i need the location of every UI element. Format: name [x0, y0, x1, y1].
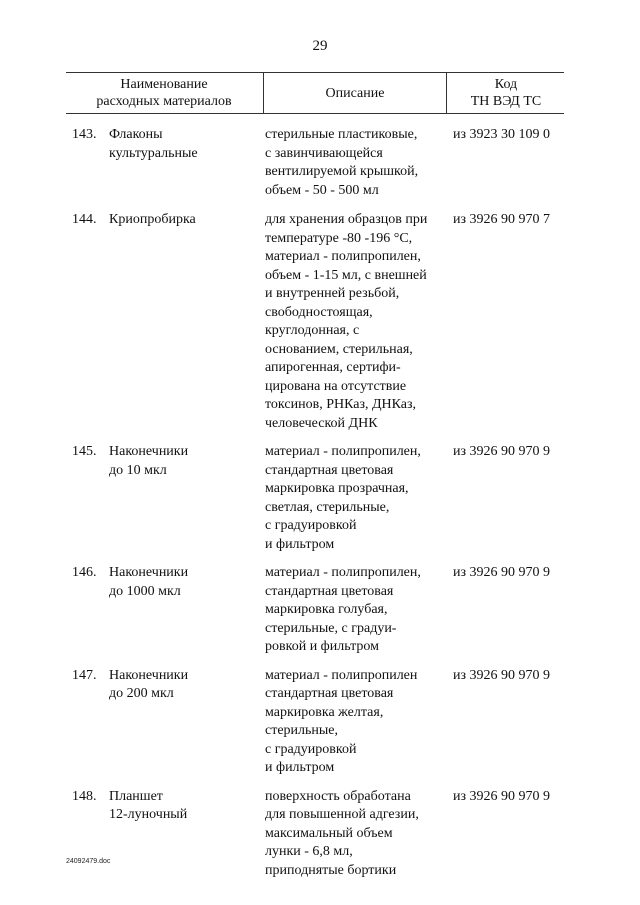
- table-row: [0, 667, 640, 778]
- row-name: Наконечники до 1000 мкл: [109, 565, 189, 599]
- table-body: [0, 126, 640, 880]
- row-code: из 3923 30 109 0: [453, 127, 551, 142]
- table-header: [66, 72, 564, 114]
- table-row: [0, 211, 640, 433]
- header-description-column: [263, 73, 446, 113]
- row-description: для хранения образцов при температуре -80 -196 °С, материал - полипропилен, объем - 1-15 мл, с внешней и внутренней резьбой, свободностоящая, круглодонная, с основанием, стерильная, апирогенная, сертифи- цирована на отсутствие токсинов, РНКаз, ДНКаз, человеческой ДНК: [265, 212, 428, 431]
- table-row: [0, 126, 640, 200]
- header-code-label: Код ТН ВЭД ТС: [470, 77, 542, 109]
- page-number: 29: [312, 38, 328, 54]
- row-name: Наконечники до 200 мкл: [109, 667, 189, 701]
- header-description-label: Описание: [325, 85, 385, 101]
- header-code-column: [446, 73, 565, 113]
- row-number: 144.: [72, 212, 97, 227]
- row-code: из 3926 90 970 9: [453, 788, 551, 804]
- table-row: [0, 564, 640, 657]
- row-number: 147.: [72, 667, 97, 683]
- table-row: [0, 788, 640, 881]
- row-code: из 3926 90 970 9: [453, 565, 551, 580]
- row-number: 145.: [72, 444, 97, 459]
- row-number: 146.: [72, 565, 97, 580]
- table-row: [0, 443, 640, 554]
- row-description: материал - полипропилен, стандартная цветовая маркировка прозрачная, светлая, стерильные, с градуировкой и фильтром: [265, 444, 421, 552]
- row-description: материал - полипропилен, стандартная цветовая маркировка голубая, стерильные, с градуи- ровкой и фильтром: [265, 565, 421, 654]
- row-code: из 3926 90 970 9: [453, 444, 551, 459]
- document-filename: 24092479.doc: [66, 858, 111, 865]
- row-code: из 3926 90 970 9: [453, 667, 551, 683]
- row-name: Криопробирка: [109, 212, 196, 227]
- row-number: 148.: [72, 788, 97, 804]
- header-name-label: Наименование расходных материалов: [96, 77, 232, 109]
- row-number: 143.: [72, 127, 97, 142]
- row-description: стерильные пластиковые, с завинчивающейся вентилируемой крышкой, объем - 50 - 500 мл: [265, 127, 419, 198]
- row-code: из 3926 90 970 7: [453, 212, 551, 227]
- row-name: Планшет 12-луночный: [109, 788, 188, 822]
- row-description: материал - полипропилен стандартная цветовая маркировка желтая, стерильные, с градуировкой и фильтром: [265, 667, 418, 775]
- row-name: Наконечники до 10 мкл: [109, 444, 189, 478]
- header-name-column: [66, 73, 262, 113]
- row-name: Флаконы культуральные: [109, 127, 198, 161]
- row-description: поверхность обработана для повышенной адгезии, максимальный объем лунки - 6,8 мл, приподнятые бортики: [265, 788, 419, 878]
